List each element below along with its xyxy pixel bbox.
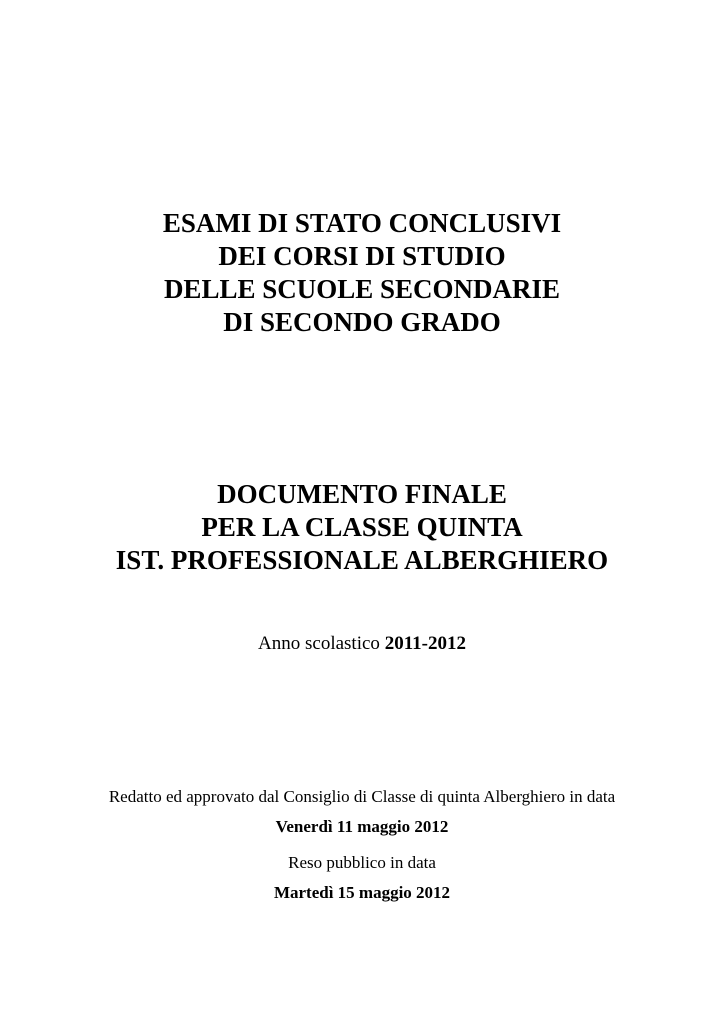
school-year-value: 2011-2012 (384, 633, 466, 654)
exam-title (0, 207, 724, 339)
school-year (0, 632, 724, 656)
publication-text: Reso pubblico in data (288, 853, 436, 872)
approval-text: Redatto ed approvato dal Consiglio di Classe di quinta Alberghiero in data (108, 787, 616, 806)
exam-title-line: DEI CORSI DI STUDIO (218, 241, 506, 271)
approval-statement (0, 786, 724, 838)
document-title (0, 478, 724, 577)
exam-title-line: ESAMI DI STATO CONCLUSIVI (162, 208, 562, 238)
publication-statement (0, 852, 724, 904)
publication-date: Martedì 15 maggio 2012 (273, 883, 451, 902)
exam-title-line: DELLE SCUOLE SECONDARIE (163, 274, 561, 304)
document-title-line: IST. PROFESSIONALE ALBERGHIERO (115, 545, 609, 575)
document-title-line: PER LA CLASSE QUINTA (201, 512, 523, 542)
document-title-line: DOCUMENTO FINALE (217, 479, 507, 509)
approval-date: Venerdì 11 maggio 2012 (275, 817, 449, 836)
school-year-label: Anno scolastico (258, 633, 380, 654)
exam-title-line: DI SECONDO GRADO (223, 307, 501, 337)
